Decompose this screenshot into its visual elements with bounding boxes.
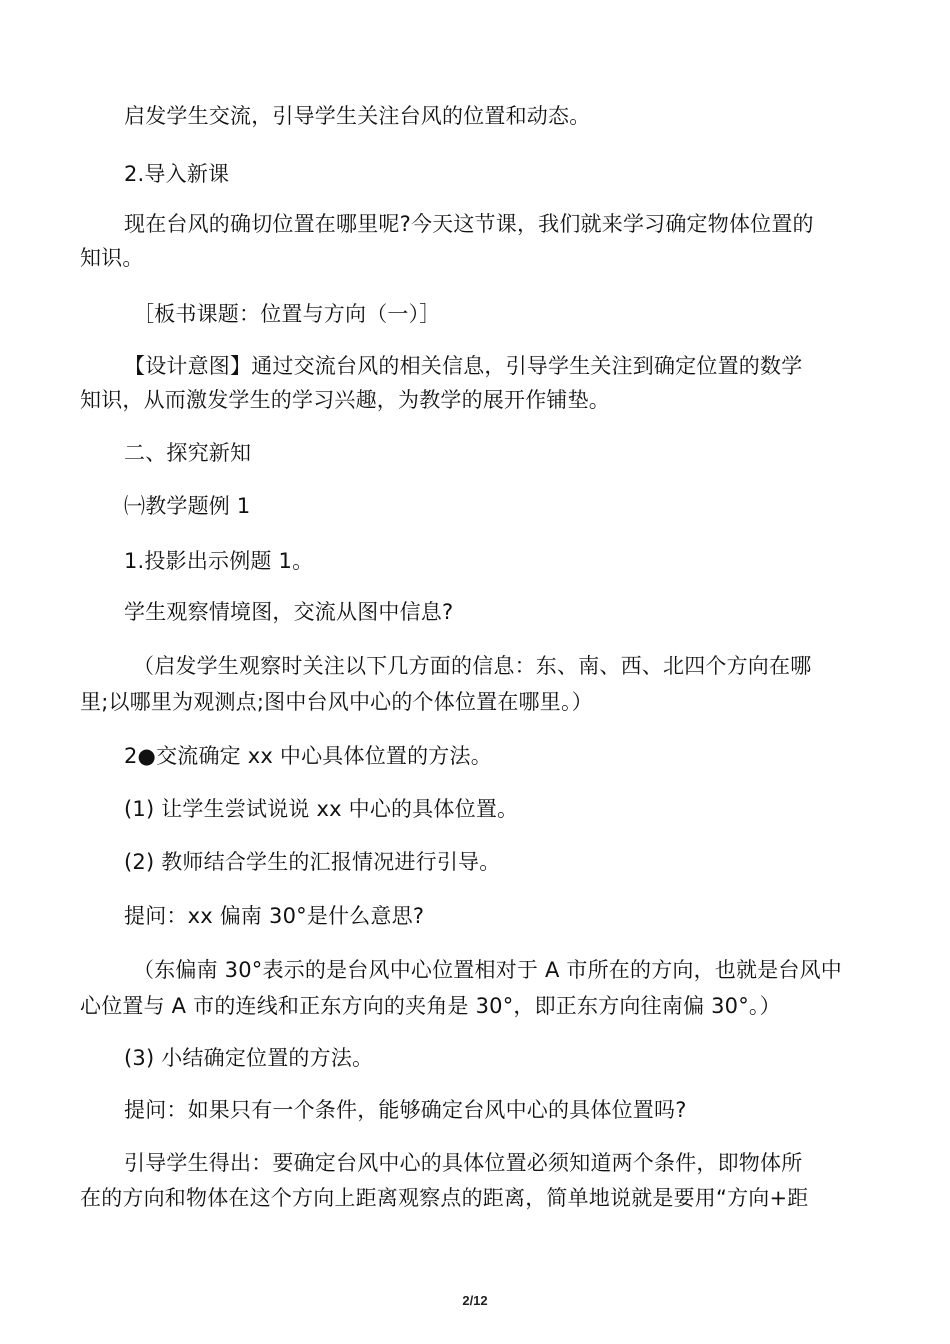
paragraph-line: 心位置与 A 市的连线和正东方向的夹角是 30°，即正东方向往南偏 30°。） <box>80 994 781 1018</box>
board-title-line: ［板书课题：位置与方向（一）］ <box>133 302 441 326</box>
question-line: 提问：xx 偏南 30°是什么意思? <box>124 904 425 928</box>
paragraph-line: 现在台风的确切位置在哪里呢?今天这节课，我们就来学习确定物体位置的 <box>124 212 814 236</box>
paragraph-line: （启发学生观察时关注以下几方面的信息：东、南、西、北四个方向在哪 <box>133 654 812 678</box>
paragraph-line: 里;以哪里为观测点;图中台风中心的个体位置在哪里。） <box>80 690 593 714</box>
page-number: 2/12 <box>462 1293 488 1308</box>
step-line: (2) 教师结合学生的汇报情况进行引导。 <box>124 850 501 874</box>
paragraph-line: 引导学生得出：要确定台风中心的具体位置必须知道两个条件，即物体所 <box>124 1151 803 1175</box>
design-intent-line: 【设计意图】通过交流台风的相关信息，引导学生关注到确定位置的数学 <box>124 354 803 378</box>
design-intent-line: 知识，从而激发学生的学习兴趣，为教学的展开作铺垫。 <box>80 388 610 412</box>
step-line: 1.投影出示例题 1。 <box>124 549 314 573</box>
paragraph-line: 启发学生交流，引导学生关注台风的位置和动态。 <box>124 104 591 128</box>
subsection-heading: ㈠教学题例 1 <box>124 494 251 518</box>
section-heading: 二、探究新知 <box>124 441 252 465</box>
paragraph-line: 学生观察情境图，交流从图中信息? <box>124 600 454 624</box>
paragraph-line: 在的方向和物体在这个方向上距离观察点的距离，简单地说就是要用“方向+距 <box>80 1186 809 1210</box>
step-line: (1) 让学生尝试说说 xx 中心的具体位置。 <box>124 797 519 821</box>
paragraph-line: （东偏南 30°表示的是台风中心位置相对于 A 市所在的方向，也就是台风中 <box>133 958 843 982</box>
section-heading: 2.导入新课 <box>124 162 230 186</box>
paragraph-line: 知识。 <box>80 246 144 270</box>
question-line: 提问：如果只有一个条件，能够确定台风中心的具体位置吗? <box>124 1098 687 1122</box>
step-line: 2●交流确定 xx 中心具体位置的方法。 <box>124 744 492 768</box>
step-line: (3) 小结确定位置的方法。 <box>124 1046 374 1070</box>
